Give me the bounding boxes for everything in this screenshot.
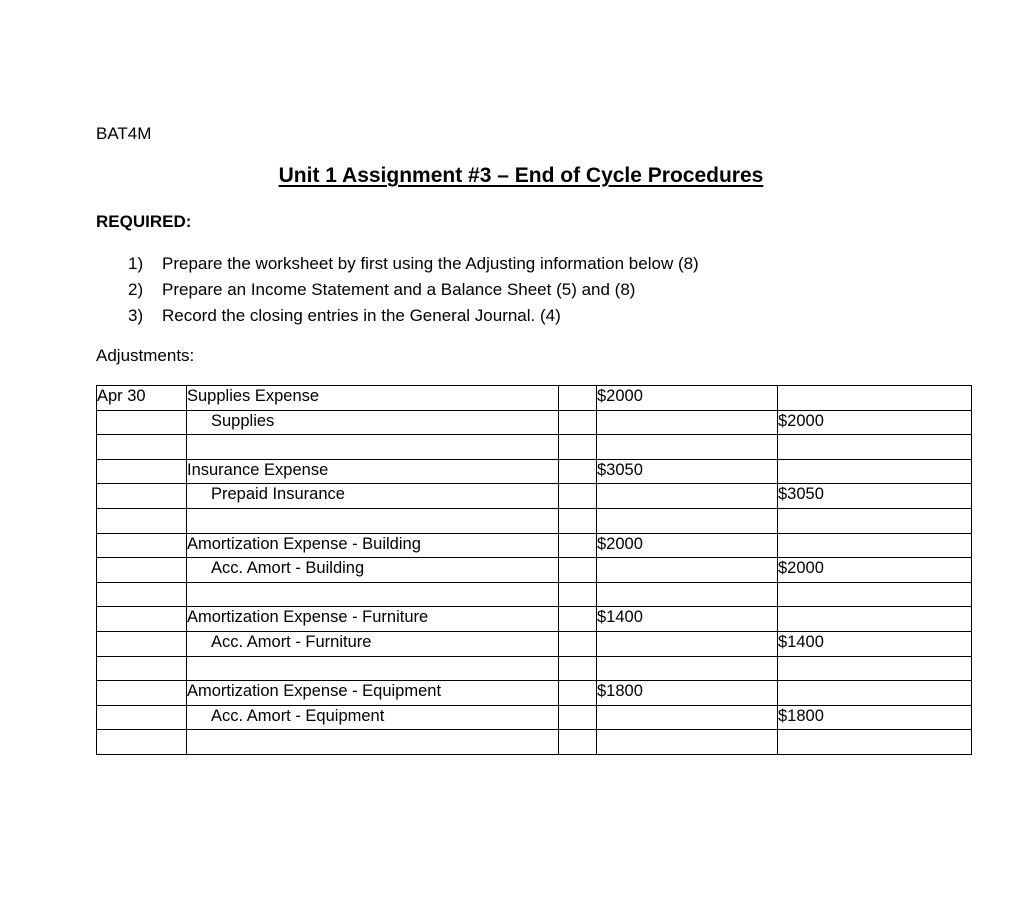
journal-ref-cell xyxy=(559,435,597,460)
journal-row xyxy=(97,705,972,730)
journal-row xyxy=(97,656,972,681)
journal-credit-cell: $1800 xyxy=(778,705,972,730)
journal-ref-cell xyxy=(559,582,597,607)
journal-debit-cell xyxy=(597,705,778,730)
journal-debit-cell: $2000 xyxy=(597,386,778,411)
journal-account-cell: Supplies xyxy=(187,410,559,435)
journal-debit-cell xyxy=(597,435,778,460)
journal-account-cell: Amortization Expense - Equipment xyxy=(187,681,559,706)
journal-debit-cell: $1800 xyxy=(597,681,778,706)
journal-date-cell xyxy=(97,730,187,755)
journal-debit-cell: $1400 xyxy=(597,607,778,632)
journal-debit-cell: $3050 xyxy=(597,459,778,484)
journal-credit-cell xyxy=(778,730,972,755)
journal-credit-cell xyxy=(778,459,972,484)
journal-ref-cell xyxy=(559,533,597,558)
journal-credit-cell xyxy=(778,656,972,681)
step-item xyxy=(128,305,699,331)
journal-row xyxy=(97,730,972,755)
journal-credit-cell xyxy=(778,533,972,558)
journal-credit-cell: $1400 xyxy=(778,631,972,656)
journal-row xyxy=(97,459,972,484)
journal-credit-cell xyxy=(778,681,972,706)
journal-ref-cell xyxy=(559,656,597,681)
journal-ref-cell xyxy=(559,705,597,730)
journal-credit-cell xyxy=(778,508,972,533)
journal-account-cell: Amortization Expense - Furniture xyxy=(187,607,559,632)
adjustments-journal-table xyxy=(96,385,972,755)
journal-account-cell: Insurance Expense xyxy=(187,459,559,484)
journal-debit-cell: $2000 xyxy=(597,533,778,558)
journal-date-cell xyxy=(97,484,187,509)
journal-row xyxy=(97,386,972,411)
course-code: BAT4M xyxy=(96,124,152,143)
journal-ref-cell xyxy=(559,730,597,755)
journal-credit-cell xyxy=(778,435,972,460)
journal-date-cell xyxy=(97,435,187,460)
journal-date-cell xyxy=(97,459,187,484)
journal-ref-cell xyxy=(559,631,597,656)
journal-date-cell xyxy=(97,631,187,656)
journal-account-cell: Amortization Expense - Building xyxy=(187,533,559,558)
journal-row xyxy=(97,607,972,632)
journal-ref-cell xyxy=(559,484,597,509)
journal-debit-cell xyxy=(597,730,778,755)
journal-row xyxy=(97,558,972,583)
journal-debit-cell xyxy=(597,508,778,533)
journal-credit-cell: $2000 xyxy=(778,410,972,435)
journal-account-cell xyxy=(187,508,559,533)
journal-row xyxy=(97,484,972,509)
journal-date-cell xyxy=(97,681,187,706)
journal-account-cell xyxy=(187,582,559,607)
journal-date-cell xyxy=(97,558,187,583)
journal-account-cell xyxy=(187,656,559,681)
journal-date-cell xyxy=(97,656,187,681)
journal-ref-cell xyxy=(559,607,597,632)
journal-ref-cell xyxy=(559,459,597,484)
step-item xyxy=(128,253,699,279)
required-steps-list xyxy=(128,253,699,331)
adjustments-heading: Adjustments: xyxy=(96,346,195,365)
journal-debit-cell xyxy=(597,484,778,509)
step-text: Record the closing entries in the General Journal. (4) xyxy=(162,306,561,325)
step-number: 2) xyxy=(128,280,144,299)
journal-credit-cell: $2000 xyxy=(778,558,972,583)
journal-debit-cell xyxy=(597,582,778,607)
journal-debit-cell xyxy=(597,558,778,583)
step-number: 3) xyxy=(128,306,144,325)
journal-row xyxy=(97,410,972,435)
step-number: 1) xyxy=(128,254,144,273)
journal-account-cell: Supplies Expense xyxy=(187,386,559,411)
journal-body xyxy=(97,386,972,755)
step-item xyxy=(128,279,699,305)
journal-ref-cell xyxy=(559,410,597,435)
journal-ref-cell xyxy=(559,558,597,583)
journal-debit-cell xyxy=(597,656,778,681)
journal-ref-cell xyxy=(559,508,597,533)
journal-account-cell: Prepaid Insurance xyxy=(187,484,559,509)
journal-account-cell: Acc. Amort - Equipment xyxy=(187,705,559,730)
journal-ref-cell xyxy=(559,386,597,411)
journal-account-cell xyxy=(187,730,559,755)
journal-date-cell xyxy=(97,410,187,435)
journal-row xyxy=(97,631,972,656)
journal-debit-cell xyxy=(597,410,778,435)
journal-date-cell: Apr 30 xyxy=(97,386,187,411)
page-title: Unit 1 Assignment #3 – End of Cycle Procedures xyxy=(278,164,764,187)
journal-credit-cell xyxy=(778,386,972,411)
journal-credit-cell xyxy=(778,582,972,607)
journal-date-cell xyxy=(97,582,187,607)
journal-row xyxy=(97,582,972,607)
journal-account-cell: Acc. Amort - Building xyxy=(187,558,559,583)
journal-credit-cell: $3050 xyxy=(778,484,972,509)
journal-account-cell xyxy=(187,435,559,460)
journal-row xyxy=(97,435,972,460)
journal-debit-cell xyxy=(597,631,778,656)
journal-account-cell: Acc. Amort - Furniture xyxy=(187,631,559,656)
step-text: Prepare the worksheet by first using the Adjusting information below (8) xyxy=(162,254,699,273)
journal-row xyxy=(97,681,972,706)
required-heading: REQUIRED: xyxy=(96,212,192,231)
journal-date-cell xyxy=(97,607,187,632)
journal-ref-cell xyxy=(559,681,597,706)
journal-date-cell xyxy=(97,533,187,558)
journal-row xyxy=(97,533,972,558)
journal-credit-cell xyxy=(778,607,972,632)
journal-date-cell xyxy=(97,508,187,533)
journal-row xyxy=(97,508,972,533)
journal-date-cell xyxy=(97,705,187,730)
step-text: Prepare an Income Statement and a Balance Sheet (5) and (8) xyxy=(162,280,636,299)
